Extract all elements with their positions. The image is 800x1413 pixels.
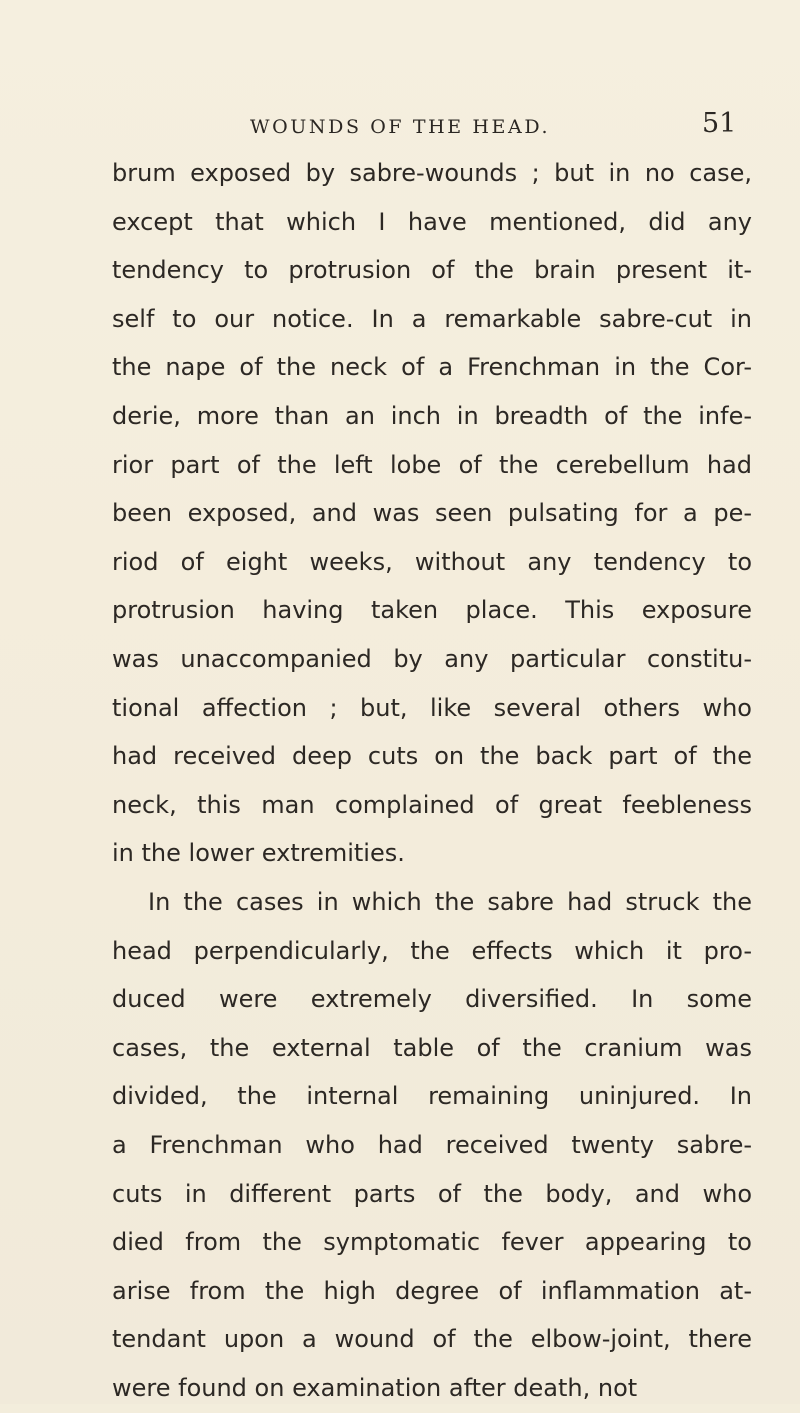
text-line: except that which I have mentioned, did any [112, 207, 752, 236]
text-line: arise from the high degree of inflammation at- [112, 1276, 752, 1305]
text-line: the nape of the neck of a Frenchman in the Cor- [112, 353, 752, 382]
running-head [0, 108, 800, 144]
page-number: 51 [702, 108, 737, 139]
text-line: rior part of the left lobe of the cerebellum had [112, 450, 752, 479]
text-line: had received deep cuts on the back part of the [112, 742, 752, 771]
text-line: a Frenchman who had received twenty sabre- [112, 1131, 752, 1159]
text-line: divided, the internal remaining uninjured. In [112, 1082, 752, 1111]
text-line: been exposed, and was seen pulsating for a pe- [112, 499, 752, 528]
text-line: head perpendicularly, the effects which it pro- [112, 936, 752, 965]
text-line: self to our notice. In a remarkable sabre-cut in [112, 304, 752, 333]
text-line: duced were extremely diversified. In some [112, 985, 752, 1014]
text-line: derie, more than an inch in breadth of the infe- [112, 402, 752, 430]
text-line: was unaccompanied by any particular constitu- [112, 645, 752, 673]
running-title: WOUNDS OF THE HEAD. [250, 116, 551, 138]
paragraph-first-line: In the cases in which the sabre had struck the [148, 888, 752, 916]
text-line: protrusion having taken place. This exposure [112, 596, 752, 625]
text-line: were found on examination after death, not [112, 1374, 638, 1402]
text-line: died from the symptomatic fever appearing to [112, 1228, 752, 1257]
text-line: neck, this man complained of great feebleness [112, 790, 752, 819]
text-line: tional affection ; but, like several others who [112, 693, 752, 722]
text-line: cases, the external table of the cranium was [112, 1033, 752, 1062]
text-line: cuts in different parts of the body, and who [112, 1179, 752, 1208]
text-line: tendency to protrusion of the brain present it- [112, 256, 752, 285]
text-line: brum exposed by sabre-wounds ; but in no case, [112, 159, 752, 187]
text-line: tendant upon a wound of the elbow-joint, there [112, 1325, 752, 1354]
text-line: in the lower extremities. [112, 839, 405, 868]
text-line: riod of eight weeks, without any tendency to [112, 547, 752, 576]
